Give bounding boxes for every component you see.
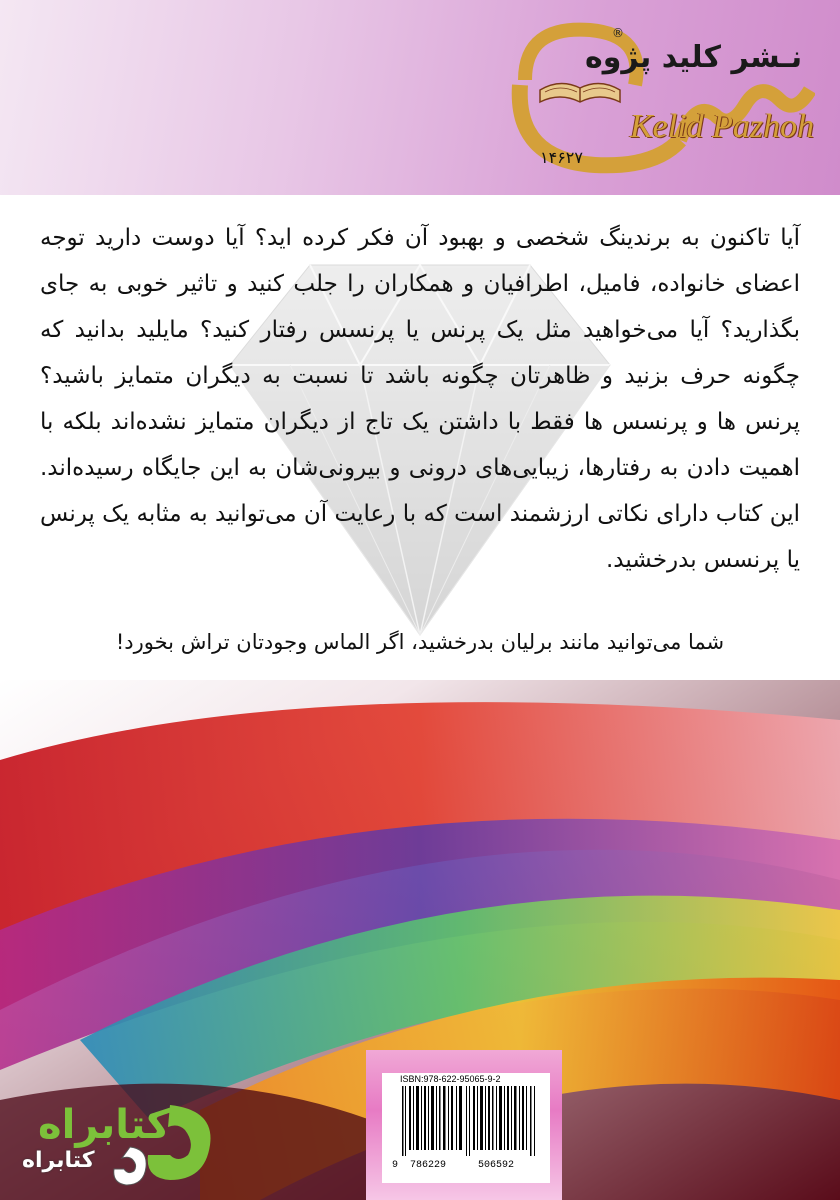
tagline: شما می‌توانید مانند برلیان بدرخشید، اگر الماس وجودتان تراش بخورد! — [115, 630, 725, 654]
ketabrah-watermark: کتابراه — [38, 1102, 170, 1148]
barcode-right-group: 506592 — [478, 1160, 515, 1171]
registered-mark: ® — [612, 26, 624, 40]
ketabrah-watermark-small: کتابراه — [22, 1148, 95, 1173]
description-text — [40, 215, 800, 583]
description-paragraph: آیا تاکنون به برندینگ شخصی و بهبود آن فکر کرده اید؟ آیا دوست دارید توجه اعضای خانواده، فامیل، اطرافیان و همکاران را جلب کنید و تاثیر خوبی به جای بگذارید؟ آیا می‌خواهید مثل یک پرنس یا پرنسس رفتار کنید؟ مایلید بدانید که چگونه حرف بزنید و ظاهرتان چگونه باشد تا نسبت به دیگران متمایز باشید؟ پرنس ها و پرنسس ها فقط با داشتن یک تاج از دیگران متمایز نشده‌اند بلکه با اهمیت دادن به رفتارها، زیبایی‌های درونی و بیرونی‌شان به این جایگاه رسیده‌اند. این کتاب دارای نکاتی ارزشمند است که با رعایت آن می‌توانید به مثابه یک پرنس یا پرنسس بدرخشید. — [40, 225, 800, 573]
isbn-label: ISBN:978-622-95065-9-2 — [400, 1074, 501, 1084]
publisher-number: ۱۴۶۲۷ — [540, 148, 583, 167]
barcode-bars — [400, 1086, 540, 1164]
barcode-left-group: 786229 — [410, 1160, 447, 1171]
book-icon — [540, 83, 620, 102]
publisher-name-latin: Kelid Pazhoh — [630, 108, 815, 145]
publisher-name: نـشر کلید پژوه — [585, 40, 803, 75]
barcode-prefix-digit: 9 — [392, 1160, 399, 1171]
